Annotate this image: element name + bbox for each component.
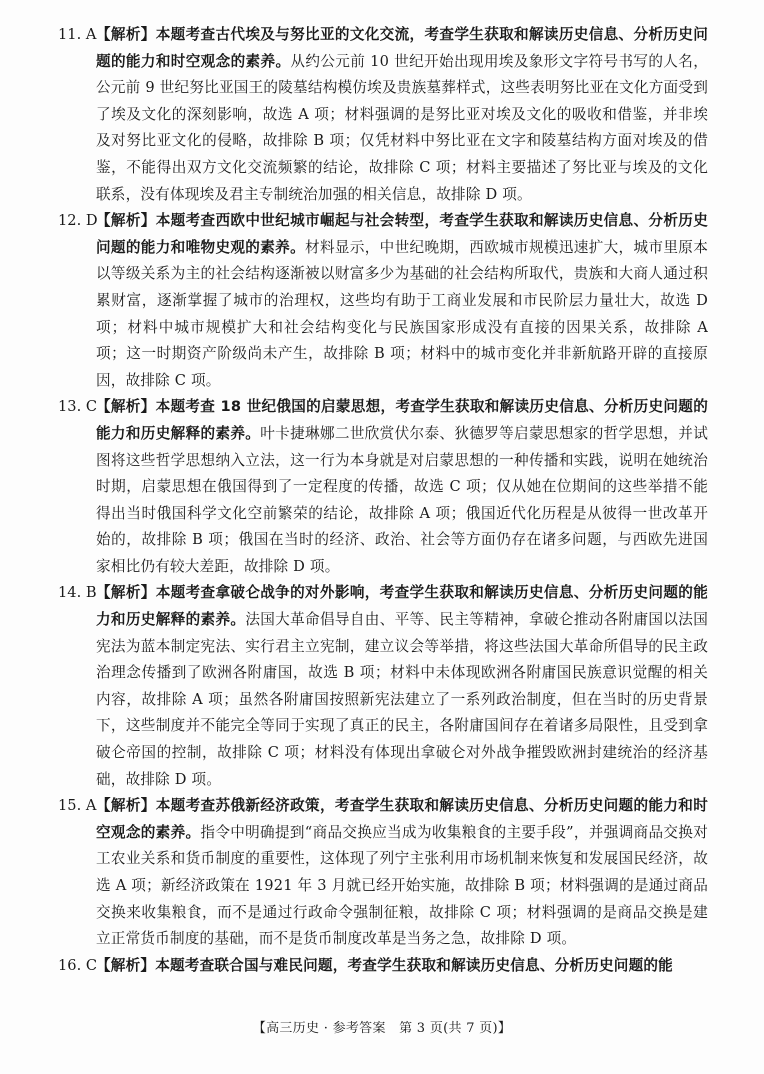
analysis-tag: 【解析】 (96, 584, 156, 602)
analysis-lead: 本题考查古代埃及与努比亚的文化交流，考查学生获取和解读历史信息、分析历史问题的能力和时空观念的素养。 (96, 26, 709, 70)
analysis-tag: 【解析】 (96, 956, 156, 974)
analysis-lead: 本题考查苏俄新经济政策，考查学生获取和解读历史信息、分析历史问题的能力和时空观念的素养。 (96, 797, 709, 841)
analysis-tag: 【解析】 (96, 797, 156, 815)
answer-number: 15. A (58, 797, 97, 815)
answer-explanation (96, 953, 708, 980)
answer-explanation (96, 22, 708, 208)
answer-number: 16. C (58, 956, 98, 974)
answer-explanation (96, 394, 708, 580)
answer-explanation (96, 580, 708, 793)
analysis-body: 叶卡捷琳娜二世欣赏伏尔泰、狄德罗等启蒙思想家的哲学思想，并试图将这些哲学思想纳入立法，这一行为本身就是对启蒙思想的一种传播和实践，说明在她统治时期，启蒙思想在俄国得到了一定程度的传播，故选 C 项；仅从她在位期间的这些举措不能得出当时俄国科学文化空前繁荣的结论，故排除 A 项；俄国近代化历程是从彼得一世改革开始的，故排除 B 项；俄国在当时的经济、政治、社会等方面仍存在诸多问题，与西欧先进国家相比仍有较大差距，故排除 D 项。 (96, 424, 708, 575)
answer-item-13 (58, 394, 708, 580)
answer-item-16 (58, 953, 708, 980)
answer-item-15 (58, 793, 708, 953)
analysis-tag: 【解析】 (96, 26, 156, 43)
analysis-body: 法国大革命倡导自由、平等、民主等精神，拿破仑推动各附庸国以法国宪法为蓝本制定宪法、实行君主立宪制，建立议会等举措，将这些法国大革命所倡导的民主政治理念传播到了欧洲各附庸国，故选 B 项；材料中未体现欧洲各附庸国民族意识觉醒的相关内容，故排除 A 项；虽然各附庸国按照新宪法建立了一系列政治制度，但在当时的历史背景下，这些制度并不能完全等同于实现了真正的民主，各附庸国间存在着诸多局限性，且受到拿破仑帝国的控制，故排除 C 项；材料没有体现出拿破仑对外战争摧毁欧洲封建统治的经济基础，故排除 D 项。 (96, 611, 708, 788)
answer-number: 13. C (58, 398, 98, 416)
footer-page-info: 【高三历史 · 参考答案 第 3 页(共 7 页)】 (252, 1021, 512, 1036)
answer-list (58, 22, 708, 979)
answer-item-14 (58, 580, 708, 793)
analysis-lead: 本题考查联合国与难民问题，考查学生获取和解读历史信息、分析历史问题的能 (155, 956, 673, 974)
answer-explanation (96, 208, 708, 394)
analysis-body: 材料显示，中世纪晚期，西欧城市规模迅速扩大，城市里原本以等级关系为主的社会结构逐渐被以财富多少为基础的社会结构所取代，贵族和大商人通过积累财富，逐渐掌握了城市的治理权，这些均有助于工商业发展和市民阶层力量壮大，故选 D 项；材料中城市规模扩大和社会结构变化与民族国家形成没有直接的因果关系，故排除 A 项；这一时期资产阶级尚未产生，故排除 B 项；材料中的城市变化并非新航路开辟的直接原因，故排除 C 项。 (96, 238, 708, 389)
analysis-lead: 本题考查西欧中世纪城市崛起与社会转型，考查学生获取和解读历史信息、分析历史问题的能力和唯物史观的素养。 (96, 212, 709, 256)
analysis-lead: 本题考查 18 世纪俄国的启蒙思想，考查学生获取和解读历史信息、分析历史问题的能力和历史解释的素养。 (96, 398, 708, 442)
answer-number: 11. A (58, 26, 97, 43)
answer-item-11 (58, 22, 708, 208)
analysis-body: 指令中明确提到“商品交换应当成为收集粮食的主要手段”，并强调商品交换对工农业关系和货币制度的重要性，这体现了列宁主张利用市场机制来恢复和发展国民经济，故选 A 项；新经济政策在 1921 年 3 月就已经开始实施，故排除 B 项；材料强调的是通过商品交换来收集粮食，而不是通过行政命令强制征粮，故排除 C 项；材料强调的是商品交换是建立正常货币制度的基础，而不是货币制度改革是当务之急，故排除 D 项。 (96, 823, 708, 948)
answer-item-12 (58, 208, 708, 394)
analysis-tag: 【解析】 (96, 398, 156, 416)
answer-explanation (96, 793, 708, 953)
page-footer (0, 1020, 764, 1038)
answer-number: 12. D (58, 212, 98, 230)
answer-number: 14. B (58, 584, 97, 602)
analysis-lead: 本题考查拿破仑战争的对外影响，考查学生获取和解读历史信息、分析历史问题的能力和历史解释的素养。 (96, 584, 709, 629)
analysis-tag: 【解析】 (96, 212, 156, 230)
analysis-body: 从约公元前 10 世纪开始出现用埃及象形文字符号书写的人名，公元前 9 世纪努比亚国王的陵墓结构模仿埃及贵族墓葬样式，这些表明努比亚在文化方面受到了埃及文化的深刻影响，故选 A 项；材料强调的是努比亚对埃及文化的吸收和借鉴，并非埃及对努比亚文化的侵略，故排除 B 项；仅凭材料中努比亚在文字和陵墓结构方面对埃及的借鉴，不能得出双方文化交流频繁的结论，故排除 C 项；材料主要描述了努比亚与埃及的文化联系，没有体现埃及君主专制统治加强的相关信息，故排除 D 项。 (96, 52, 708, 203)
